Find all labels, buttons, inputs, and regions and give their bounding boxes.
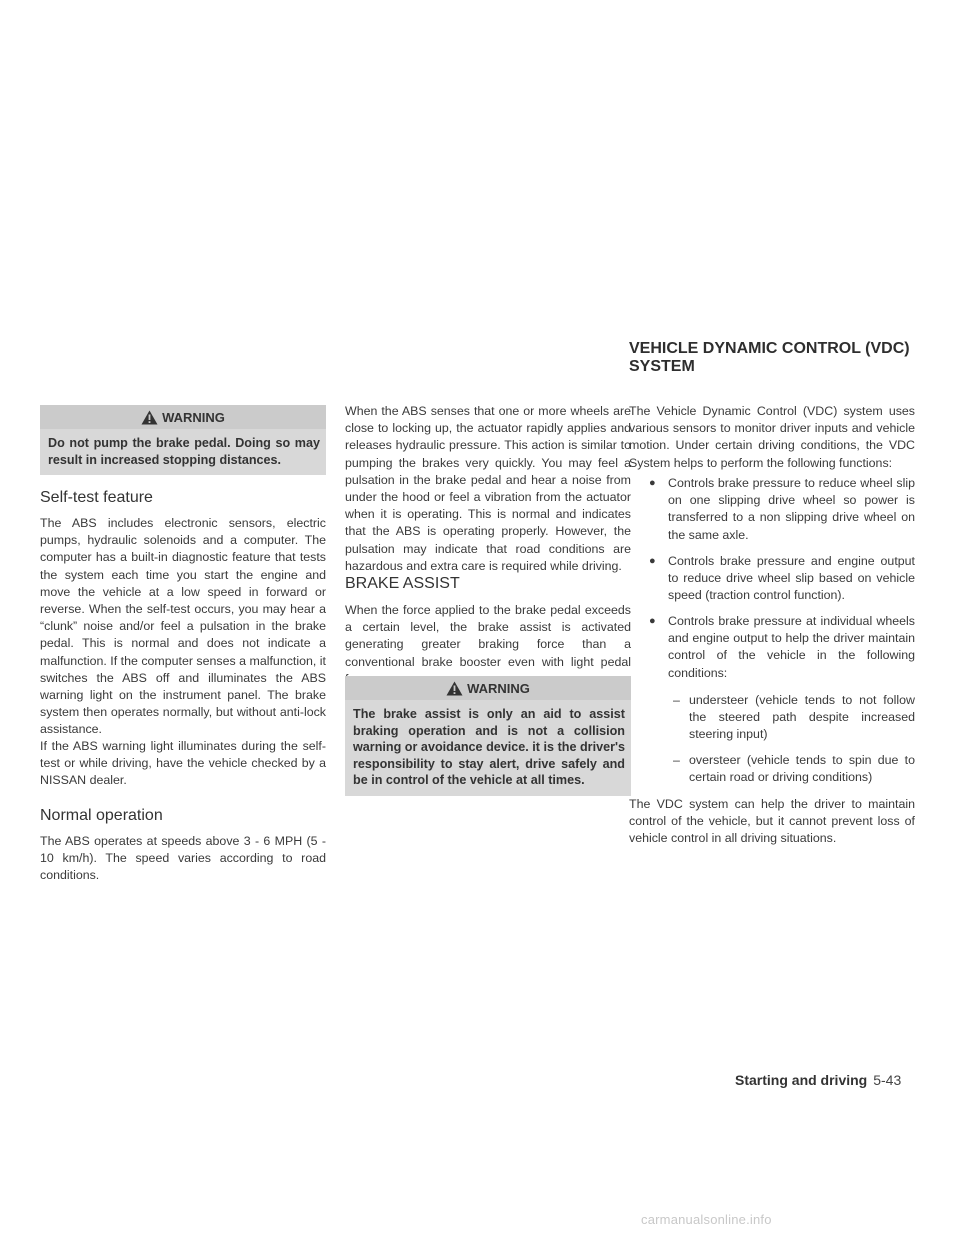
warning-text: The brake assist is only an aid to assist braking operation and is not a collision warning or avoidance device. it is the driver's responsibility to stay alert, drive safely and be in control of the vehicle at all times. — [353, 707, 625, 788]
bullet-text: Controls brake pressure to reduce wheel slip on one slipping drive wheel so power is transferred to a non slipping drive wheel on the same axle. — [668, 476, 915, 542]
self-test-heading: Self-test feature — [40, 489, 153, 506]
sub-item-text: understeer (vehicle tends to not follow the steered path despite increased steering input) — [689, 693, 915, 742]
vdc-bullet-1 — [629, 475, 915, 544]
watermark: carmanualsonline.info — [641, 1212, 772, 1227]
bullet-text: Controls brake pressure at individual wheels and engine output to help the driver maintain control of the vehicle in the following conditions: — [668, 614, 915, 680]
vdc-intro-paragraph: The Vehicle Dynamic Control (VDC) system uses various sensors to monitor driver inputs and vehicle motion. Under certain driving conditions, the VDC System helps to perform the following functions: — [629, 404, 915, 470]
bullet-icon: ● — [649, 615, 656, 627]
page-footer — [735, 1072, 901, 1090]
dash-icon: – — [673, 693, 680, 707]
abs-operation-paragraph: When the ABS senses that one or more wheels are close to locking up, the actuator rapidly applies and releases hydraulic pressure. This action is similar to pumping the brakes very quickly. You may feel a pulsation in the brake pedal and hear a noise from under the hood or feel a vibration from the actuator when it is operating. This is normal and indicates that the ABS is operating properly. However, the pulsation may indicate that road conditions are hazardous and extra care is required while driving. — [345, 404, 631, 573]
bullet-icon: ● — [649, 555, 656, 567]
vdc-section-title: VEHICLE DYNAMIC CONTROL (VDC) SYSTEM — [629, 340, 910, 375]
self-test-paragraph-1: The ABS includes electronic sensors, electric pumps, hydraulic solenoids and a computer. The computer has a built-in diagnostic feature that tests the system each time you start the engine and move the vehicle at a low speed in forward or reverse. When the self-test occurs, you may hear a “clunk” noise and/or feel a pulsation in the brake pedal. This is normal and does not indicate a malfunction. If the computer senses a malfunction, it switches the ABS off and illuminates the ABS warning light on the instrument panel. The brake system then operates normally, but without anti-lock assistance. — [40, 516, 326, 737]
warning-text: Do not pump the brake pedal. Doing so may result in increased stopping distances. — [48, 436, 320, 467]
sub-item-text: oversteer (vehicle tends to spin due to certain road or driving conditions) — [689, 753, 915, 785]
vdc-sub-item-understeer — [629, 692, 915, 744]
warning-box-brake-pedal — [40, 405, 326, 475]
dash-icon: – — [673, 753, 680, 767]
warning-title: WARNING — [162, 409, 225, 425]
bullet-text: Controls brake pressure and engine output to reduce drive wheel slip based on vehicle speed (traction control function). — [668, 554, 915, 603]
warning-header — [345, 676, 631, 700]
warning-triangle-icon — [141, 410, 158, 425]
warning-box-brake-assist — [345, 676, 631, 796]
vdc-bullet-2 — [629, 553, 915, 605]
bullet-icon: ● — [649, 477, 656, 489]
vdc-sub-item-oversteer — [629, 752, 915, 786]
warning-triangle-icon — [446, 681, 463, 696]
self-test-paragraph-2: If the ABS warning light illuminates during the self-test or while driving, have the vehicle checked by a NISSAN dealer. — [40, 739, 326, 788]
vdc-bullet-3 — [629, 613, 915, 682]
normal-operation-paragraph: The ABS operates at speeds above 3 - 6 MPH (5 - 10 km/h). The speed varies according to road conditions. — [40, 834, 326, 883]
brake-assist-paragraph: When the force applied to the brake pedal exceeds a certain level, the brake assist is activated generating greater braking force than a conventional brake booster even with light pedal — [345, 603, 631, 669]
footer-section-name: Starting and driving — [735, 1072, 868, 1088]
warning-title: WARNING — [467, 680, 530, 696]
page-number: 5-43 — [873, 1072, 902, 1088]
normal-operation-heading: Normal operation — [40, 807, 163, 824]
vdc-closing-paragraph: The VDC system can help the driver to maintain control of the vehicle, but it cannot prevent loss of vehicle control in all driving situations. — [629, 797, 915, 846]
brake-assist-heading: BRAKE ASSIST — [345, 575, 460, 592]
warning-header — [40, 405, 326, 429]
